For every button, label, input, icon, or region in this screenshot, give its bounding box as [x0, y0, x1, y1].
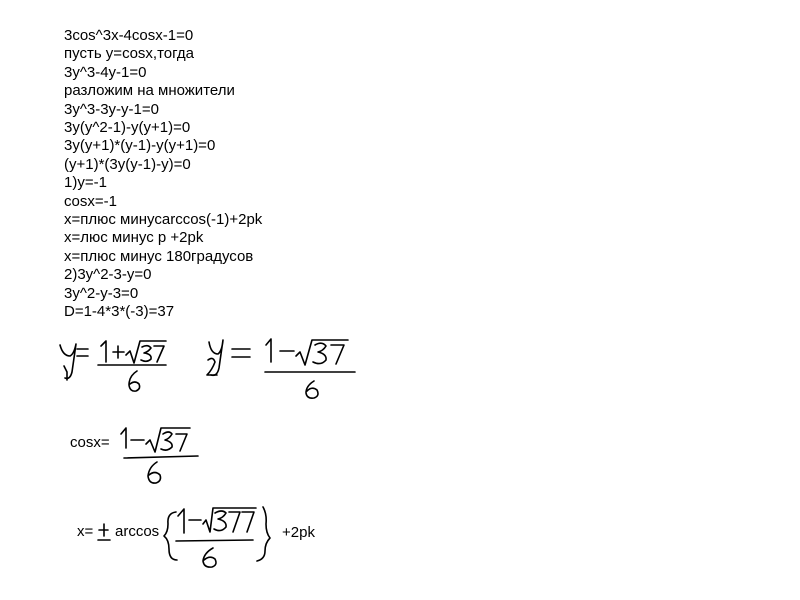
- handwritten-arccos-fraction: [164, 507, 270, 567]
- text-line: 1)y=-1: [64, 174, 107, 192]
- cosx-label: cosx=: [70, 434, 110, 451]
- text-line: разложим на множители: [64, 82, 235, 100]
- text-line: cosx=-1: [64, 192, 117, 210]
- text-line: 3cos^3x-4cosx-1=0: [64, 27, 194, 44]
- text-line: 3y^2-y-3=0: [64, 284, 139, 302]
- arccos-label: arccos: [115, 523, 160, 540]
- text-line: 3y(y^2-1)-y(y+1)=0: [64, 119, 191, 137]
- text-line: x=плюс минусarccos(-1)+2pk: [64, 211, 263, 229]
- text-line: 2)3y^2-3-y=0: [64, 266, 152, 284]
- text-line: (y+1)*(3y(y-1)-y)=0: [64, 155, 191, 173]
- text-line: x=люс минус p +2pk: [64, 229, 204, 247]
- text-line: D=1-4*3*(-3)=37: [64, 303, 175, 321]
- handwritten-y1-formula: [60, 341, 166, 391]
- text-line: пусть y=cosx,тогда: [64, 45, 195, 63]
- handwritten-y2-formula: [207, 339, 355, 398]
- handwritten-plus-minus: [98, 524, 110, 540]
- x-equals-label: x=: [77, 523, 94, 540]
- text-line: x=плюс минус 180градусов: [64, 247, 254, 265]
- text-line: 3y(y+1)*(y-1)-y(y+1)=0: [64, 137, 216, 155]
- plus-2pk-label: +2pk: [282, 524, 315, 541]
- text-line: 3y^3-3y-y-1=0: [64, 100, 159, 118]
- text-line: 3y^3-4y-1=0: [64, 63, 147, 81]
- handwritten-cos-fraction: [121, 428, 198, 483]
